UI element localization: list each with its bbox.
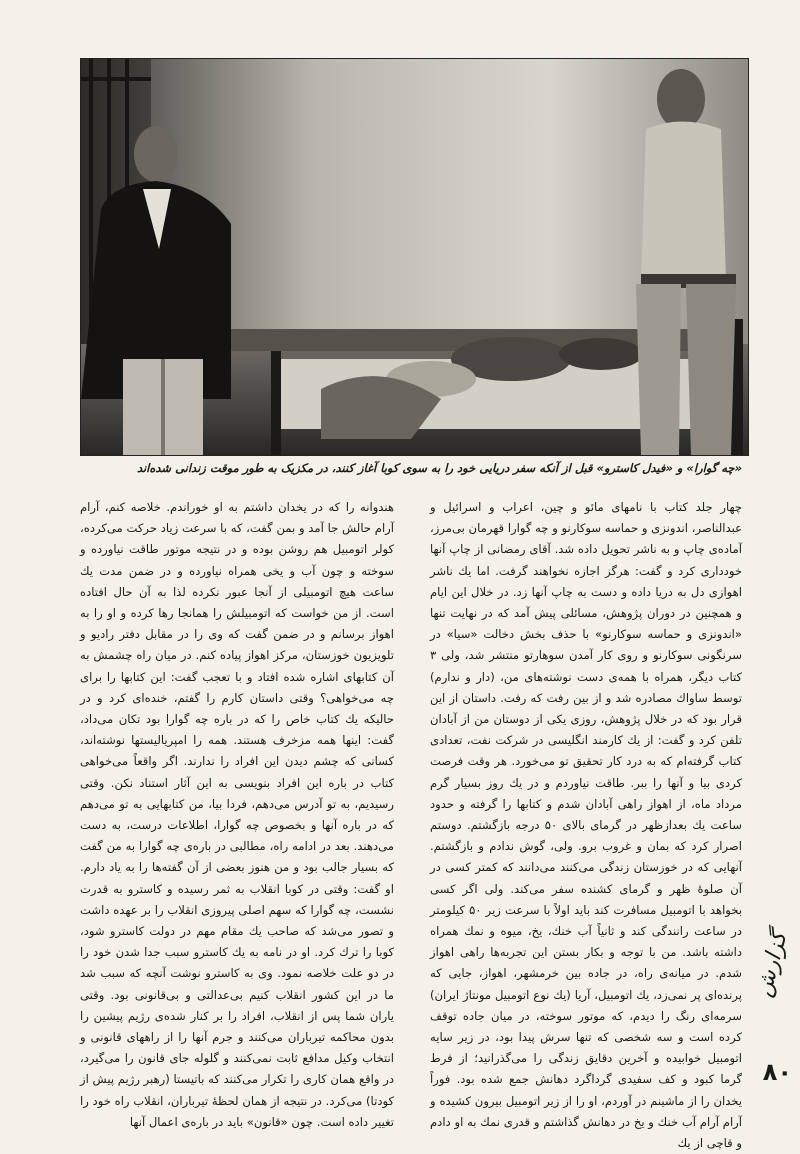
magazine-logo-text: گزارش <box>751 929 793 1000</box>
photo-illustration <box>81 59 748 455</box>
article-photo <box>80 58 749 456</box>
page-number: ۸۰ <box>762 1058 792 1086</box>
article-paragraph: هندوانه را که در یخدان داشتم به او خوراندم. خلاصه کنم، آرام آرام حالش جا آمد و بمن گفت، که با سرعت زیاد حرکت می‌کرده، کولر اتومبیل هم روشن بوده و در نتیجه موتور طاقت نیاورده و سوخته و چون آب و یخی همراه نیاورده و در ضمن مدت یك ساعت هیچ اتومبیلی از آنجا عبور نکرده لذا به آن حال افتاده است. از من خواست که اتومبیلش را همانجا رها کرده و او را به اهواز برسانم و در ضمن گفت که وی را در مقابل دفتر رادیو و تلویزیون خوزستان، مرکز اهواز پیاده کنم. در میان راه چشمش به آن کتابهای اشاره شده افتاد و با تعجب گفت: این کتابها را برای چه می‌خواهی؟ وقتی داستان کارم را گفتم، خنده‌ای کرد و در حالیکه یك کتاب خاص را که در باره چه گوارا بود تکان می‌داد، گفت: اینها همه مزخرف هستند. همه را امپریالیستها نوشته‌اند، کسانی که چشم دیدن این افراد را ندارند. اگر واقعاً می‌خواهی کتاب در باره این افراد بنویسی به این آثار استناد نکن. وقتی رسیدیم، به تو آدرس می‌دهم، فردا بیا، من کتابهایی به تو می‌دهم که در باره آنها و بخصوص چه گوارا، اطلاعات درست، به دست می‌دهند. بعد در ادامه راه، مطالبی در باره‌ی چه گوارا به من گفت که بسیار جالب بود و من هنوز بعضی از آن گفته‌ها را به یاد دارم. او گفت: وقتی در کوبا انقلاب به ثمر رسیده و کاسترو به قدرت نشست، چه گوارا که سهم اصلی پیروزی انقلاب را بر عهده داشت و تصور می‌شد که صاحب یك مقام مهم در دولت کاسترو شود، کوبا را ترك کرد. او در نامه به یك کاسترو سبب جدا شدن خود را در دو علت خلاصه نمود. وی به کاسترو نوشت آنچه که سبب شد ما در این کشور انقلاب کنیم بی‌عدالتی و بی‌قانونی بود. وقتی یاران شما پس از انقلاب، افراد را بر کنار شده‌ی رژیم پیشین را بدون محاکمه تیرباران می‌کنند و جرم آنها را از راههای قانونی و انتخاب وکیل مدافع ثابت نمی‌کنند و گلوله جای قانون را می‌گیرد، در واقع همان کاری را تکرار می‌کنند که باتیستا (رهبر رژیم پیش از کودتا) می‌کرد. در نتیجه از همان لحظهٔ تیرباران، انقلاب راه خود را تغییر داده است. چون «قانون» باید در باره‌ی اعمال آنها <box>80 500 394 1129</box>
article-column-left <box>80 497 394 1129</box>
photo-caption: «چه گوارا» و «فیدل کاسترو» قبل از آنکه سفر دریایی خود را به سوی کوبا آغاز کنند، در مکزیک به طور موقت زندانی شده‌اند <box>136 461 742 475</box>
magazine-logo <box>748 929 794 1052</box>
article-column-right <box>430 497 743 1151</box>
article-paragraph: چهار جلد کتاب با نامهای مائو و چین، اعراب و اسرائیل و عبدالناصر، اندونزی و حماسه سوکارنو و چه گوارا قهرمان بی‌مرز، آماده‌ی چاپ و به ناشر تحویل داده شد. آقای رمضانی از چاپ آنها خودداری کرد و گفت: هرگز اجازه نخواهند گرفت. اما یك ناشر اهوازی دل به دریا داده و دست به چاپ آنها زد. در خلال این ایام و همچنین در دوران پژوهش، مسائلی پیش آمد که در نهایت تنها «اندونزی و حماسه سوکارنو» با حذف بخش دخالت «سیا» در سرنگونی سوکارنو و روی کار آمدن سوهارتو منتشر شد، ولی ۳ کتاب دیگر، همراه با همه‌ی دست نوشته‌های من، (دار و ندارم) توسط ساواك مصادره شد و از بین رفت که رفت. داستان از این قرار بود که در خلال پژوهش، روزی یکی از دوستان من از آبادان تلفن کرد و گفت: از یك کارمند انگلیسی در شرکت نفت، تعدادی کتاب گرفته‌ام که به درد کار تحقیق تو می‌خورد. هر وقت فرصت کردی بیا و آنها را ببر. طاقت نیاوردم و در یك روز بسیار گرم مرداد ماه، از اهواز راهی آبادان شدم و کتابها را گرفته و حدود ساعت یك بعدازظهر در گرمای بالای ۵۰ درجه بازگشتم. دوستم اصرار کرد که بمان و غروب برو. ولی، گوش ندادم و بازگشتم. آنهایی که در خوزستان زندگی می‌کنند می‌دانند که کمتر کسی در آن صلوهٔ ظهر و گرمای کشنده سفر می‌کند. ولی اگر کسی بخواهد با اتومبیل مسافرت کند باید اولاً با سرعت زیر ۵۰ کیلومتر در ساعت رانندگی کند و ثانیاً آب خنك، یخ، میوه و نمك همراه داشته باشد. من با توجه و بکار بستن این تجربه‌ها راهی اهواز شدم. در میانه‌ی راه، در جاده بین خرمشهر، اهواز، جایی که پرنده‌ای پر نمی‌زد، یك اتومبیل، آریا (یك نوع اتومبیل مونتاژ ایران) سرمه‌ای رنگ را دیدم، که موتور سوخته، در میان جاده توقف کرده است و سه شخصی که تنها سرش پیدا بود، در زیر سایه اتومبیل خوابیده و آخرین دقایق زندگی را می‌گذرانید؛ از فرط گرما کبود و کف سفیدی گرداگرد دهانش جمع شده بود. فوراً یخدان را از ماشینم در آوردم، او را از زیر اتومبیل بیرون کشیده و آرام آرام آب خنك و یخ در دهانش گذاشتم و قدری نمك به او دادم و قاچی از یك <box>430 500 743 1151</box>
